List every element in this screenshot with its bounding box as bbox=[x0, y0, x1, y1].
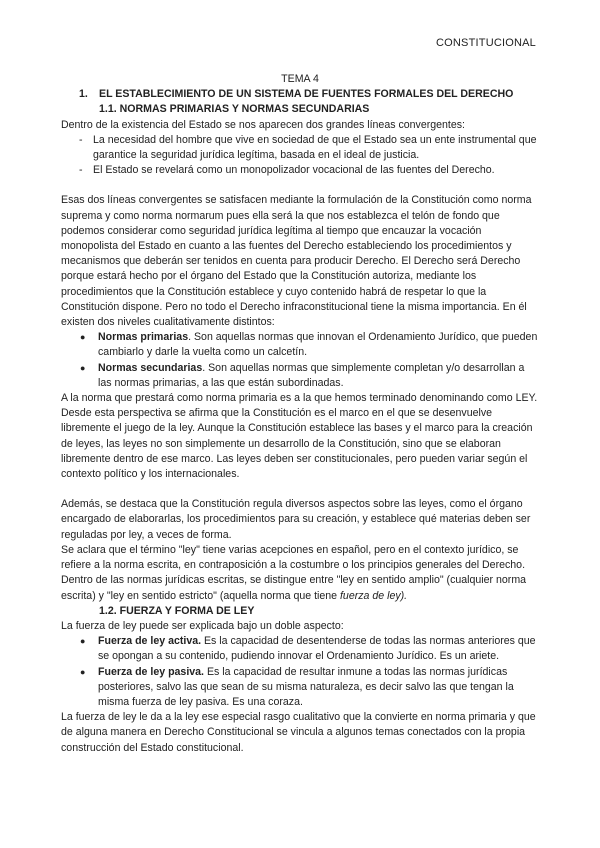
section-1-title: EL ESTABLECIMIENTO DE UN SISTEMA DE FUENTES FORMALES DEL DERECHO bbox=[99, 88, 514, 101]
paragraph-constitution: Esas dos líneas convergentes se satisfacen mediante la formulación de la Constitución como norma suprema y como norma normarum pues ella será la que nos establezca el telón de fondo que podemos considerar como seguridad jurídica legítima al tiempo que encauzar la vocación monopolista del Estado en cuanto a las fuentes del Derecho estableciendo los procedimientos y mecanismos que deberán ser tenidos en cuenta para producir Derecho. El Derecho será Derecho porque estará hecho por el órgano del Estado que la Constitución autoriza, mediante los procedimientos que la Constitución establece y cuyo contenido habrá de respetar lo que la Constitución dispone. Pero no todo el Derecho infraconstitucional tiene la misma importancia. En él existen dos niveles cualitativamente distintos: bbox=[61, 194, 532, 329]
list-item bbox=[61, 665, 539, 711]
list-item bbox=[61, 634, 539, 664]
term-fuerza-activa: Fuerza de ley activa. bbox=[98, 635, 202, 648]
norm-levels-list bbox=[61, 330, 539, 391]
page-header-subject: CONSTITUCIONAL bbox=[436, 37, 536, 49]
section-1-number: 1. bbox=[79, 88, 88, 101]
paragraph-text: Se aclara que el término "ley" tiene varias acepciones en español, pero en el contexto jurídico, se refiere a la norma escrita, en contraposición a la costumbre o los principios generales del Derecho. Dentro de las normas jurídicas escritas, se distingue entre "ley en sentido amplio" (cualquier norma escrita) y "ley en sentido estricto" (aquella norma que tiene bbox=[61, 543, 527, 602]
intro-paragraph: Dentro de la existencia del Estado se nos aparecen dos grandes líneas convergentes: bbox=[61, 118, 465, 131]
document-body bbox=[61, 72, 539, 756]
paragraph-perspective: Desde esta perspectiva se afirma que la Constitución es el marco en el que se desenvuelve libremente el juego de la ley. Aunque la Constitución establece las bases y el marco para la creación de leyes, las leyes no son simplemente un desarrollo de la Constitución, sino que se elaboran libremente dentro de ese marco. Las leyes deben ser constitucionales, pero pueden variar según el contexto político y los internacionales. bbox=[61, 407, 533, 481]
paragraph-acepciones bbox=[61, 543, 539, 604]
list-item bbox=[61, 361, 539, 391]
italic-text: fuerza de ley). bbox=[339, 589, 408, 602]
list-item bbox=[61, 330, 539, 360]
definition-text: Es la capacidad de resultar inmune a todas las normas jurídicas posteriores, salvo las que sean de su misma naturaleza, es decir salvo las que tengan la misma fuerza de ley pasiva. Es una coraza. bbox=[98, 665, 514, 708]
definition-text: Es la capacidad de desentenderse de todas las normas anteriores que se opongan a su contenido, pudiendo innovar el Ordenamiento Jurídico. Es un ariete. bbox=[98, 635, 536, 663]
term-fuerza-pasiva: Fuerza de ley pasiva. bbox=[98, 665, 204, 678]
term-normas-secundarias: Normas secundarias bbox=[98, 361, 203, 374]
force-types-list bbox=[61, 634, 539, 710]
paragraph-regulation: Además, se destaca que la Constitución regula diversos aspectos sobre las leyes, como el órgano encargado de elaborarlas, los procedimientos para su creación, y establece qué materias deben ser reguladas por ley, a veces de forma. bbox=[61, 498, 531, 541]
convergent-lines-list bbox=[61, 133, 539, 179]
subsection-1-2-heading: 1.2. FUERZA Y FORMA DE LEY bbox=[99, 604, 255, 617]
list-item: - El Estado se revelará como un monopolizador vocacional de las fuentes del Derecho. bbox=[61, 163, 539, 178]
paragraph-doble-aspecto: La fuerza de ley puede ser explicada bajo un doble aspecto: bbox=[61, 619, 344, 632]
paragraph-conclusion: La fuerza de ley le da a la ley ese especial rasgo cualitativo que la convierte en norma primaria y que de alguna manera en Derecho Constitucional se vincula a algunos temas conectados con la propia construcción del Estado constitucional. bbox=[61, 711, 536, 754]
term-normas-primarias: Normas primarias bbox=[98, 331, 189, 344]
tema-title: TEMA 4 bbox=[281, 73, 319, 85]
section-1-heading bbox=[79, 87, 539, 102]
paragraph-ley: A la norma que prestará como norma primaria es a la que hemos terminado denominando como LEY. bbox=[61, 392, 538, 405]
definition-text: . Son aquellas normas que simplemente completan y/o desarrollan a las normas primarias, a las que están subordinadas. bbox=[98, 361, 525, 389]
list-item: - La necesidad del hombre que vive en sociedad de que el Estado sea un ente instrumental que garantice la seguridad jurídica legítima, basada en el ideal de justicia. bbox=[61, 133, 539, 163]
definition-text: . Son aquellas normas que innovan el Ordenamiento Jurídico, que pueden cambiarlo y darle la vuelta como un calcetín. bbox=[98, 331, 538, 359]
subsection-1-1-heading: 1.1. NORMAS PRIMARIAS Y NORMAS SECUNDARIAS bbox=[99, 103, 370, 116]
